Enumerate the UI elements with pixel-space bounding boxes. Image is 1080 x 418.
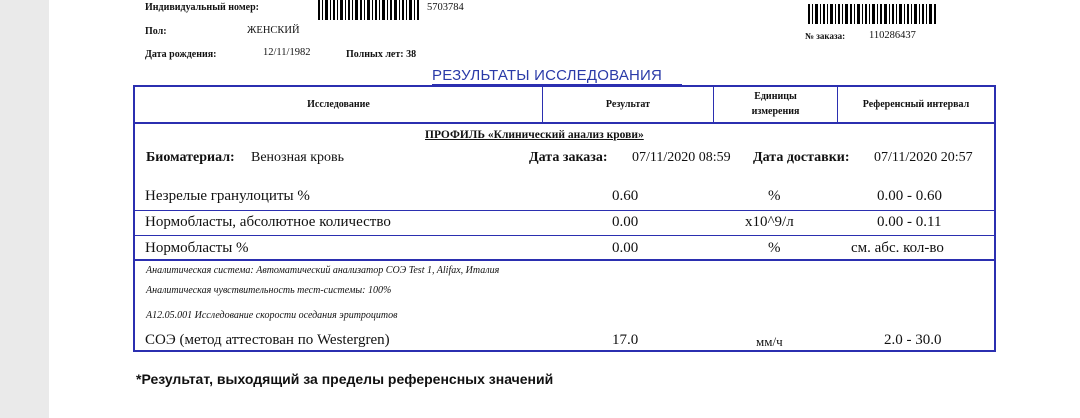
table-right-border: [994, 85, 996, 352]
row-result: 0.00: [612, 214, 639, 230]
biomaterial-value: Венозная кровь: [251, 150, 345, 165]
row-name: Незрелые гранулоциты %: [145, 188, 310, 204]
col-header-units-2: измерения: [751, 106, 800, 117]
row-divider: [135, 235, 996, 236]
delivery-label: Дата доставки:: [753, 150, 850, 165]
order-value: 110286437: [869, 30, 916, 41]
dob-label: Дата рождения:: [145, 49, 217, 60]
table-left-border: [133, 85, 135, 352]
note-sensitivity: Аналитическая чувствительность тест-системы: 100%: [146, 285, 392, 296]
row-ref: см. абс. кол-во: [851, 240, 944, 256]
row-unit: %: [768, 188, 781, 204]
order-date-value: 07/11/2020 08:59: [632, 150, 731, 165]
row-divider: [135, 210, 996, 211]
barcode-left: [318, 0, 420, 20]
col-header-study: Исследование: [307, 99, 370, 110]
id-value: 5703784: [427, 2, 464, 13]
sex-value: ЖЕНСКИЙ: [247, 25, 300, 36]
report-page: [49, 0, 1080, 418]
order-label: № заказа:: [805, 31, 846, 41]
col-header-units-1: Единицы: [754, 91, 797, 102]
dob-value: 12/11/1982: [263, 47, 311, 58]
id-label: Индивидуальный номер:: [145, 2, 259, 13]
row-ref: 0.00 - 0.11: [877, 214, 942, 230]
barcode-right: [808, 4, 938, 24]
header-bottom-border: [133, 122, 996, 124]
table-bottom-border: [133, 350, 996, 352]
col-header-result: Результат: [605, 99, 651, 110]
row-result: 0.60: [612, 188, 639, 204]
footnote: *Результат, выходящий за пределы референсных значений: [136, 371, 554, 387]
col-header-ref: Референсный интервал: [862, 99, 970, 110]
esr-result: 17.0: [612, 332, 639, 348]
sex-label: Пол:: [145, 26, 167, 37]
row-unit: х10^9/л: [745, 214, 794, 230]
row-name: Нормобласты, абсолютное количество: [145, 214, 391, 230]
note-code: A12.05.001 Исследование скорости оседания эритроцитов: [146, 310, 398, 321]
row-result: 0.00: [612, 240, 639, 256]
age-label: Полных лет: 38: [346, 49, 417, 60]
row-name: Нормобласты %: [145, 240, 249, 256]
row-ref: 0.00 - 0.60: [877, 188, 942, 204]
profile-title: ПРОФИЛЬ «Клинический анализ крови»: [425, 129, 644, 141]
table-top-border: [133, 85, 996, 87]
row-divider: [135, 259, 996, 261]
esr-name: СОЭ (метод аттестован по Westergren): [145, 332, 390, 348]
row-unit: %: [768, 240, 781, 256]
biomaterial-label: Биоматериал:: [146, 150, 235, 165]
esr-unit: мм/ч: [756, 334, 783, 349]
esr-ref: 2.0 - 30.0: [884, 332, 942, 348]
note-system: Аналитическая система: Автоматический анализатор СОЭ Test 1, Alifax, Италия: [146, 265, 500, 276]
order-date-label: Дата заказа:: [529, 150, 608, 165]
delivery-value: 07/11/2020 20:57: [874, 150, 973, 165]
report-title: РЕЗУЛЬТАТЫ ИССЛЕДОВАНИЯ: [432, 67, 663, 84]
